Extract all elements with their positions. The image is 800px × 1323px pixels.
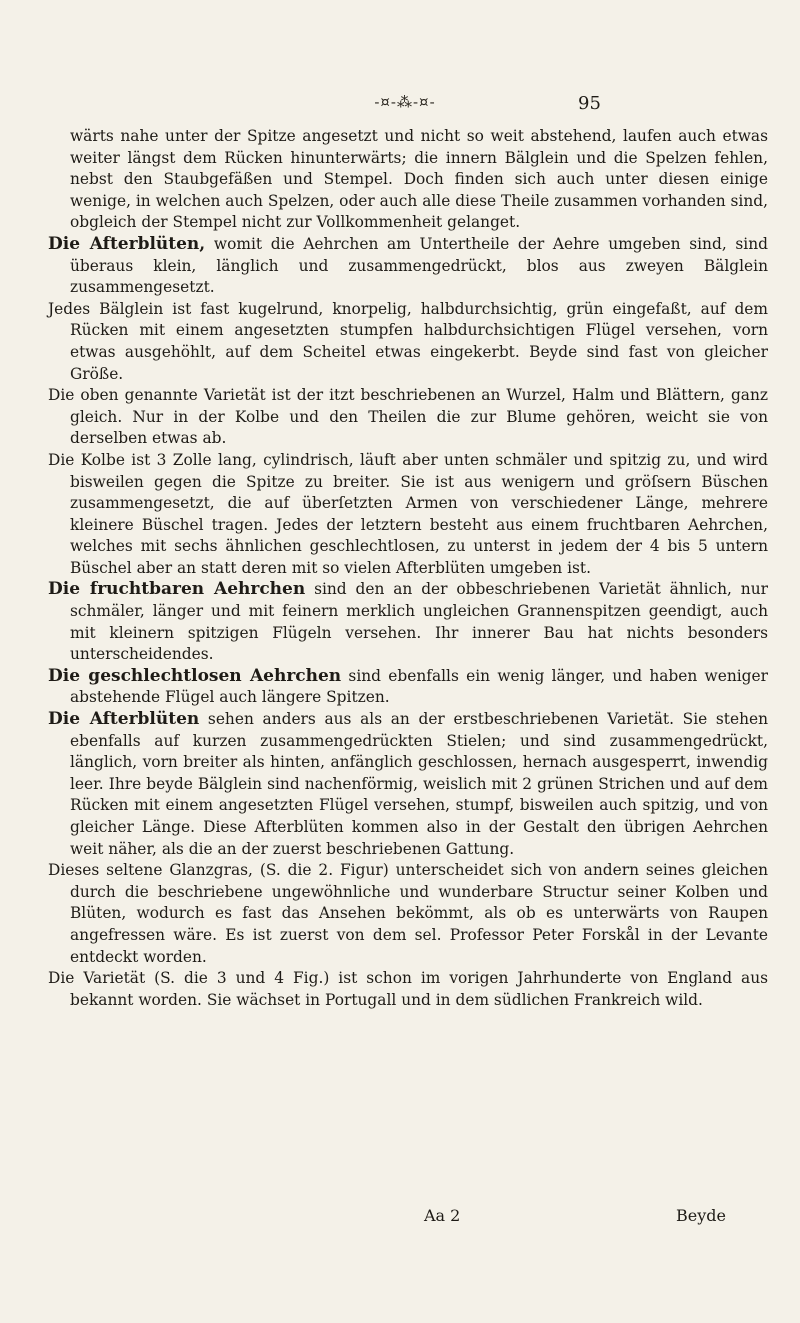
paragraph-text: Die Varietät (S. die 3 und 4 Fig.) ist schon im vorigen Jahrhunderte von England aus bekannt worden. Sie wächset in Portugall und in dem südlichen Frankreich wild. [48, 969, 768, 1009]
paragraph-text: Jedes Bälglein ist fast kugelrund, knorpelig, halbdurchsichtig, grün eingefaßt, auf dem Rücken mit einem angesetzten stumpfen halbdurchsichtigen Flügel versehen, vorn etwas ausgehöhlt, auf dem Scheitel etwas eingekerbt. Beyde sind fast von gleicher Größe. [48, 299, 768, 383]
signature-mark: Aa 2 [424, 1206, 461, 1225]
paragraph [48, 450, 768, 580]
paragraph-term: Die Afterblüten [48, 709, 200, 730]
page-header [0, 93, 800, 123]
paragraph [48, 234, 768, 299]
paragraph [48, 860, 768, 968]
paragraph-text: Dieses seltene Glanzgras, (S. die 2. Figur) unterscheidet sich von andern seines gleichen durch die beschriebene ungewöhnliche und wunderbare Structur seiner Kolben und Blüten, wodurch es fast das Ansehen bekömmt, als ob es unterwärts von Raupen angefressen wäre. Es ist zuerst von dem sel. Professor Peter Forskål in der Levante entdeckt worden. [48, 861, 768, 966]
paragraph-text: sind ebenfalls ein wenig länger, und haben weniger abstehende Flügel auch längere Spitzen. [70, 666, 768, 707]
paragraph-text: Die Kolbe ist 3 Zolle lang, cylindrisch, läuft aber unten schmäler und spitzig zu, und wird bisweilen gegen die Spitze zu breiter. Sie ist aus wenigern und gröſsern Büschen zusammengesetzt, die auf überſetzten Armen von verschiedener Länge, mehrere kleinere Büschel tragen. Jedes der letztern besteht aus einem fruchtbaren Aehrchen, welches mit sechs ähnlichen geschlechtlosen, zu unterst in jedem der 4 bis 5 untern Büschel aber an statt deren mit so vielen Afterblüten umgeben ist. [48, 450, 768, 577]
page-footer [0, 1206, 800, 1230]
paragraph [48, 299, 768, 385]
paragraph-text: sind den an der obbeschriebenen Varietät ähnlich, nur schmäler, länger und mit feinern merklich ungleichen Grannenspitzen geendigt, auch mit kleinern spitzigen Flügeln versehen. Ihr innerer Bau hat nichts besonders unterscheidendes. [70, 580, 768, 664]
paragraph-text: sehen anders aus als an der erstbeschriebenen Varietät. Sie stehen ebenfalls auf kurzen zusammengedrückten Stielen; und sind zusammengedrückt, länglich, vorn breiter als hinten, anfänglich geschlossen, hernach ausgesperrt, inwendig leer. Ihre beyde Bälglein sind nachenförmig, weislich mit 2 grünen Strichen und auf dem Rücken mit einem angesetzten Flügel versehen, stumpf, bisweilen auch spitzig, und von gleicher Länge. Diese Afterblüten kommen also in der Gestalt den übrigen Aehrchen weit näher, als die an der zuerst beschriebenen Gattung. [70, 710, 769, 858]
paragraph [48, 968, 768, 1011]
paragraph-text: wärts nahe unter der Spitze angesetzt und nicht so weit abstehend, laufen auch etwas weiter längst dem Rücken hinunterwärts; die innern Bälglein und die Spelzen fehlen, nebst den Staubgefäßen und Stempel. Doch finden sich auch unter diesen einige wenige, in welchen auch Spelzen, oder auch alle diese Theile zusammen vorhanden sind, obgleich der Stempel nicht zur Vollkommenheit gelanget. [70, 127, 768, 232]
paragraph [48, 709, 768, 860]
paragraph-term: Die geschlechtlosen Aehrchen [48, 665, 342, 686]
page-number: 95 [578, 93, 601, 114]
paragraph-term: Die fruchtbaren Aehrchen [48, 579, 306, 600]
paragraph [48, 385, 768, 450]
catchword: Beyde [676, 1206, 726, 1225]
header-ornament: -¤-⁂-¤- [374, 93, 436, 111]
paragraph [48, 126, 768, 234]
paragraph-text: Die oben genannte Varietät ist der itzt beschriebenen an Wurzel, Halm und Blättern, ganz gleich. Nur in der Kolbe und den Theilen die zur Blume gehören, weicht sie von derselben etwas ab. [48, 386, 768, 448]
paragraph [48, 579, 768, 665]
paragraph-text: womit die Aehrchen am Untertheile der Aehre umgeben sind, sind überaus klein, länglich und zusammengedrückt, blos aus zweyen Bälglein zusammengesetzt. [70, 234, 768, 297]
paragraph-term: Die Afterblüten, [48, 233, 206, 254]
paragraph [48, 666, 768, 709]
body-text [48, 126, 768, 1011]
